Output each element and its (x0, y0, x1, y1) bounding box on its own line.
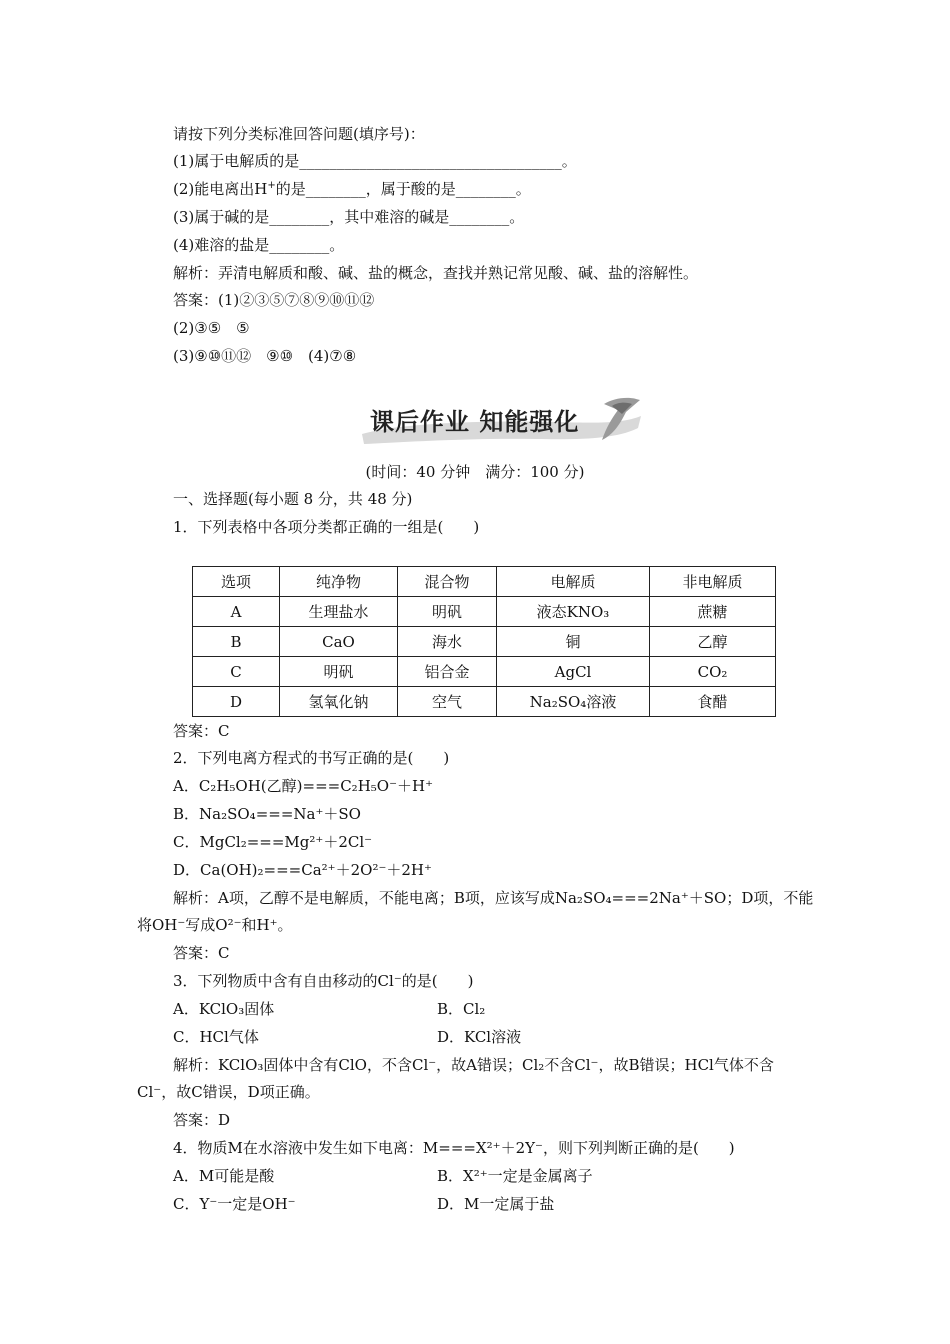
q2-answer: 答案：C (173, 944, 230, 962)
q2-analysis-line-1: 解析：A项，乙醇不是电解质，不能电离；B项，应该写成Na₂SO₄===2Na⁺＋SO；D项，不能 (173, 889, 814, 907)
table-cell: Na₂SO₄溶液 (497, 687, 650, 717)
q2-option-c: C．MgCl₂===Mg²⁺＋2Cl⁻ (173, 833, 373, 851)
q2-stem: 2．下列电离方程式的书写正确的是( ) (173, 749, 450, 767)
table-row (193, 627, 776, 657)
banner-title: 课后作业 知能强化 (370, 408, 580, 436)
intro-answer-3: (3)⑨⑩⑪⑫ ⑨⑩ (4)⑦⑧ (173, 347, 357, 365)
table-cell: 液态KNO₃ (497, 597, 650, 627)
table-cell: B (193, 627, 280, 657)
table-cell: 氢氧化钠 (280, 687, 398, 717)
intro-q3: (3)属于碱的是________，其中难溶的碱是________。 (173, 208, 525, 226)
table-cell: 生理盐水 (280, 597, 398, 627)
table-header-cell: 选项 (193, 567, 280, 597)
table-cell: 乙醇 (650, 627, 776, 657)
table-cell: CaO (280, 627, 398, 657)
q2-option-b: B．Na₂SO₄===Na⁺＋SO (173, 805, 361, 823)
q3-stem: 3．下列物质中含有自由移动的Cl⁻的是( ) (173, 972, 474, 990)
table-cell: 蔗糖 (650, 597, 776, 627)
table-cell: CO₂ (650, 657, 776, 687)
section-title: 一、选择题(每小题 8 分，共 48 分) (173, 490, 413, 508)
q3-analysis-line-2: Cl⁻，故C错误，D项正确。 (137, 1083, 320, 1101)
table-cell: D (193, 687, 280, 717)
table-cell: C (193, 657, 280, 687)
q3-option-d: D．KCl溶液 (437, 1028, 522, 1046)
q1-answer: 答案：C (173, 722, 230, 740)
q4-option-b: B．X²⁺一定是金属离子 (437, 1167, 593, 1185)
intro-q4: (4)难溶的盐是________。 (173, 236, 345, 254)
intro-analysis: 解析：弄清电解质和酸、碱、盐的概念，查找并熟记常见酸、碱、盐的溶解性。 (173, 264, 699, 282)
table-header-cell: 混合物 (398, 567, 497, 597)
intro-answer-1: 答案：(1)②③⑤⑦⑧⑨⑩⑪⑫ (173, 291, 375, 309)
q4-option-c: C．Y⁻一定是OH⁻ (173, 1195, 296, 1213)
table-cell: 食醋 (650, 687, 776, 717)
table-header-cell: 纯净物 (280, 567, 398, 597)
table-row (193, 657, 776, 687)
table-cell: 空气 (398, 687, 497, 717)
q2-option-d: D．Ca(OH)₂===Ca²⁺＋2O²⁻＋2H⁺ (173, 861, 432, 879)
q4-stem: 4．物质M在水溶液中发生如下电离：M===X²⁺＋2Y⁻，则下列判断正确的是( ) (173, 1139, 735, 1157)
table-cell: 明矾 (280, 657, 398, 687)
q3-analysis-line-1: 解析：KClO₃固体中含有ClO，不含Cl⁻，故A错误；Cl₂不含Cl⁻，故B错误；HCl气体不含 (173, 1056, 774, 1074)
intro-answer-2: (2)③⑤ ⑤ (173, 319, 250, 337)
q1-stem: 1．下列表格中各项分类都正确的一组是( ) (173, 518, 480, 536)
q2-option-a: A．C₂H₅OH(乙醇)===C₂H₅O⁻＋H⁺ (173, 777, 434, 795)
table-cell: AgCl (497, 657, 650, 687)
table-cell: 铝合金 (398, 657, 497, 687)
q3-option-c: C．HCl气体 (173, 1028, 259, 1046)
intro-q2-post: 的是________，属于酸的是________。 (275, 180, 531, 198)
q4-option-d: D．M一定属于盐 (437, 1195, 555, 1213)
q4-option-a: A．M可能是酸 (173, 1167, 275, 1185)
time-score-note: (时间：40 分钟 满分：100 分) (365, 463, 585, 481)
table-header-row (193, 567, 776, 597)
table-cell: 明矾 (398, 597, 497, 627)
table-cell: 海水 (398, 627, 497, 657)
intro-instruction: 请按下列分类标准回答问题(填序号)： (173, 125, 425, 143)
table-row (193, 597, 776, 627)
classification-table (192, 566, 776, 717)
table-header-cell: 电解质 (497, 567, 650, 597)
table-cell: 铜 (497, 627, 650, 657)
intro-q2-pre: (2)能电离出H (173, 180, 268, 198)
section-banner (356, 394, 646, 450)
table-cell: A (193, 597, 280, 627)
q3-answer: 答案：D (173, 1111, 231, 1129)
intro-q2: (2)能电离出H+的是________，属于酸的是________。 (173, 180, 531, 198)
intro-q1: (1)属于电解质的是___________________________________。 (173, 152, 577, 170)
table-header-cell: 非电解质 (650, 567, 776, 597)
q3-option-b: B．Cl₂ (437, 1000, 486, 1018)
q2-analysis-line-2: 将OH⁻写成O²⁻和H⁺。 (137, 916, 293, 934)
table-row (193, 687, 776, 717)
q3-option-a: A．KClO₃固体 (173, 1000, 275, 1018)
